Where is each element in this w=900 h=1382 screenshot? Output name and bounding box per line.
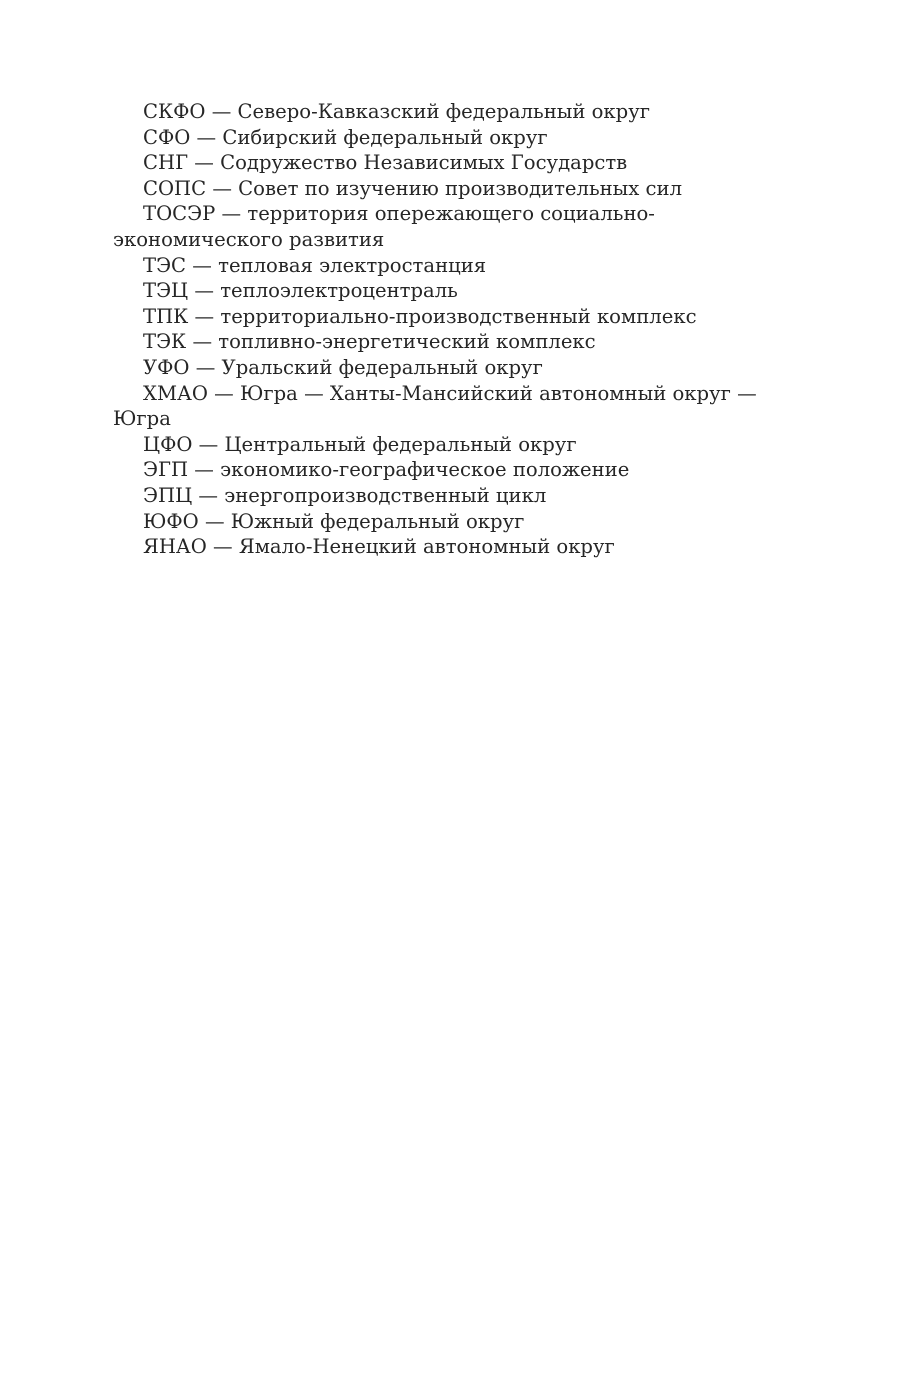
abbreviation-entry-tpk: ТПК — территориально-производственный комплекс bbox=[143, 304, 697, 328]
abbreviation-entry-sfo: СФО — Сибирский федеральный округ bbox=[143, 125, 548, 149]
abbreviation-entry-tek: ТЭК — топливно-энергетический комплекс bbox=[143, 330, 596, 354]
abbreviation-entry-yufo: ЮФО — Южный федеральный округ bbox=[143, 509, 525, 533]
abbreviation-entry-hmao: ХМАО — Югра — Ханты-Мансийский автономный округ — Югра bbox=[113, 381, 757, 431]
abbreviation-list bbox=[113, 99, 789, 560]
abbreviation-entry-sng: СНГ — Содружество Независимых Государств bbox=[143, 151, 628, 175]
abbreviation-entry-toser: ТОСЭР — территория опережающего социально-экономического развития bbox=[113, 202, 655, 251]
abbreviation-entry-tsfo: ЦФО — Центральный федеральный округ bbox=[143, 432, 577, 456]
abbreviation-entry-skfo: СКФО — Северо-Кавказский федеральный округ bbox=[143, 100, 651, 123]
abbreviation-entry-ufo: УФО — Уральский федеральный округ bbox=[143, 355, 543, 379]
abbreviation-entry-epts: ЭПЦ — энергопроизводственный цикл bbox=[143, 483, 547, 507]
abbreviation-entry-sops: СОПС — Совет по изучению производительных сил bbox=[143, 176, 683, 200]
abbreviation-entry-tets: ТЭЦ — теплоэлектроцентраль bbox=[143, 279, 458, 303]
abbreviation-entry-egp: ЭГП — экономико-географическое положение bbox=[143, 458, 630, 482]
abbreviation-entry-tes: ТЭС — тепловая электростанция bbox=[143, 253, 487, 277]
abbreviation-entry-yanao: ЯНАО — Ямало-Ненецкий автономный округ bbox=[143, 535, 615, 559]
